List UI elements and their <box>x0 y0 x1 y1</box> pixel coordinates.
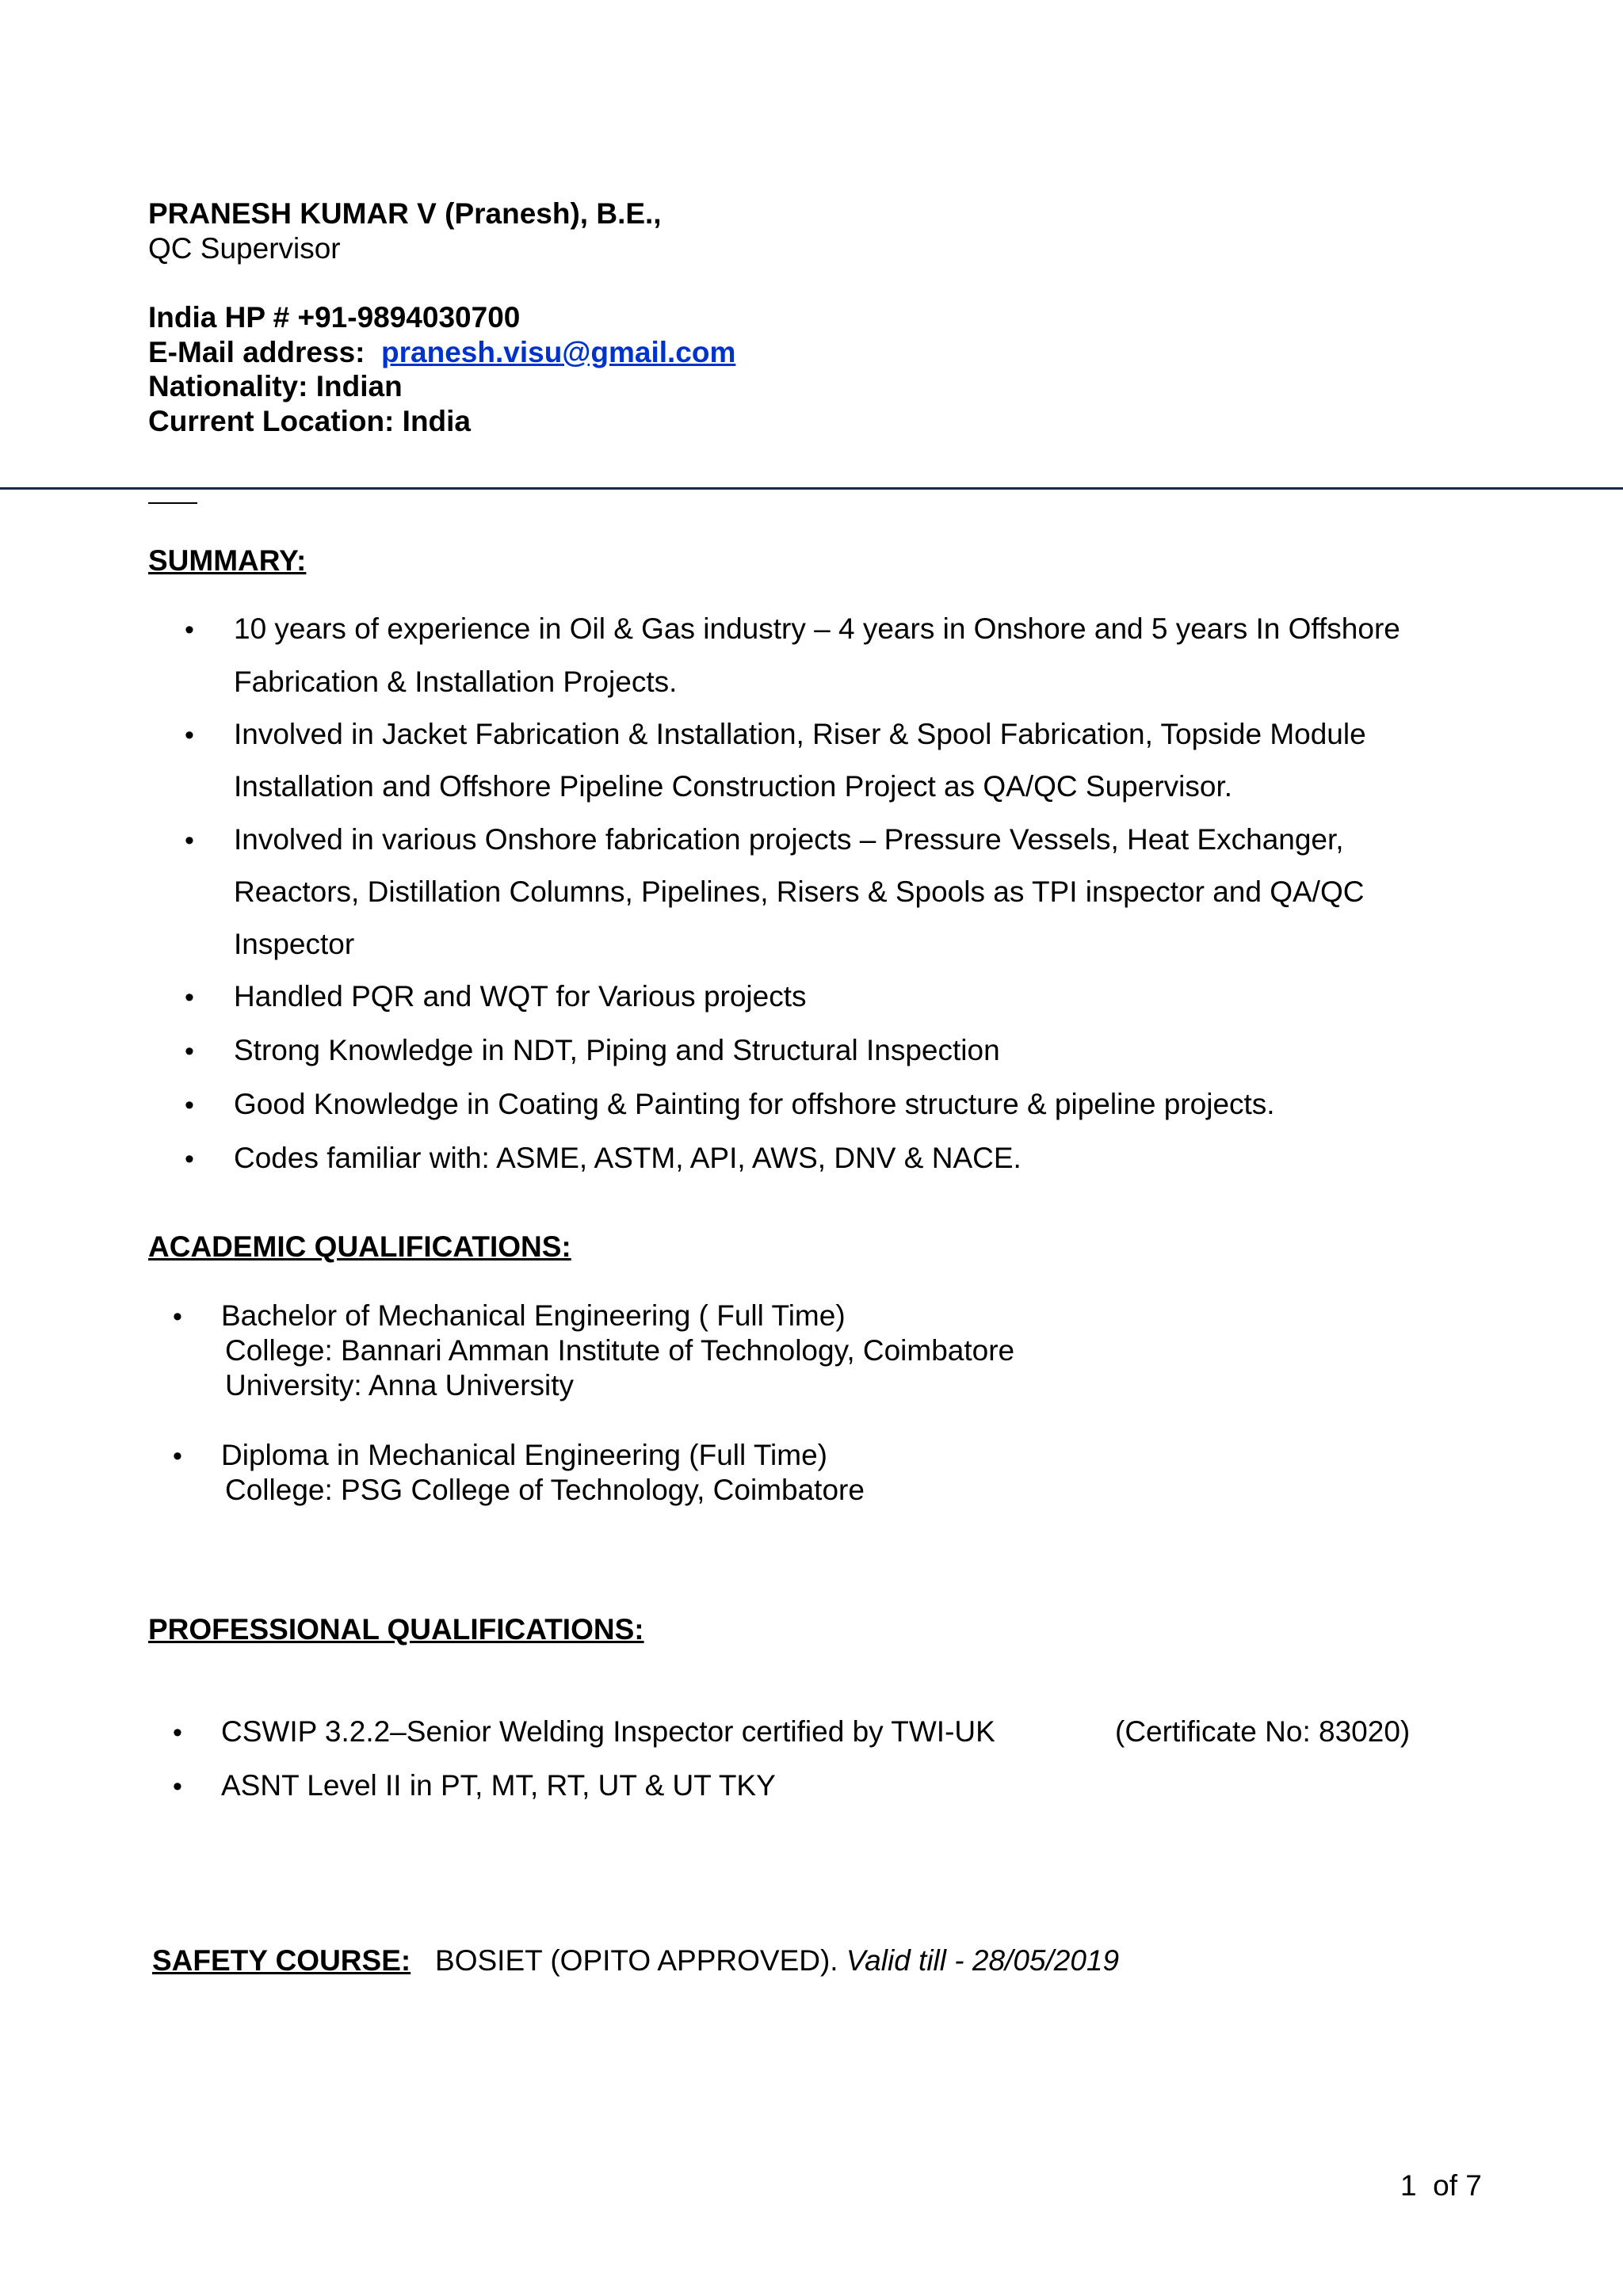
bullet-icon: • <box>185 720 194 750</box>
bullet-icon: • <box>185 615 194 645</box>
header-divider <box>0 487 1623 490</box>
page-current: 1 <box>1400 2169 1417 2202</box>
page-total: of 7 <box>1433 2169 1482 2202</box>
bullet-icon: • <box>173 1718 182 1748</box>
current-location: Current Location: India <box>148 405 471 437</box>
page-number <box>1400 2169 1482 2203</box>
list-item: Involved in Jacket Fabrication & Installation, Riser & Spool Fabrication, Topside Module <box>234 718 1366 750</box>
job-title: QC Supervisor <box>148 232 341 265</box>
professional-heading: PROFESSIONAL QUALIFICATIONS: <box>148 1613 644 1646</box>
certification: ASNT Level II in PT, MT, RT, UT & UT TKY <box>221 1769 776 1802</box>
safety-course-line <box>152 1944 1119 1978</box>
safety-course-validity: Valid till - 28/05/2019 <box>846 1944 1120 1977</box>
bullet-icon: • <box>173 1772 182 1802</box>
email-line <box>148 336 735 369</box>
list-item: Handled PQR and WQT for Various projects <box>234 980 807 1013</box>
bullet-icon: • <box>185 1090 194 1120</box>
bullet-icon: • <box>185 826 194 856</box>
list-item-continued: Inspector <box>234 928 355 960</box>
email-link[interactable]: pranesh.visu@gmail.com <box>381 336 736 368</box>
list-item: Good Knowledge in Coating & Painting for offshore structure & pipeline projects. <box>234 1088 1275 1120</box>
phone-number: India HP # +91-9894030700 <box>148 301 521 334</box>
certificate-number: (Certificate No: 83020) <box>1115 1715 1411 1748</box>
summary-heading: SUMMARY: <box>148 544 307 577</box>
academic-heading: ACADEMIC QUALIFICATIONS: <box>148 1230 571 1263</box>
safety-course-name: BOSIET (OPITO APPROVED). <box>435 1944 838 1977</box>
list-item: Codes familiar with: ASME, ASTM, API, AWS, DNV & NACE. <box>234 1142 1022 1174</box>
email-label: E-Mail address: <box>148 336 365 368</box>
certification: CSWIP 3.2.2–Senior Welding Inspector certified by TWI-UK <box>221 1715 995 1748</box>
college: College: PSG College of Technology, Coimbatore <box>225 1474 865 1506</box>
degree: Bachelor of Mechanical Engineering ( Full Time) <box>221 1299 846 1332</box>
college: College: Bannari Amman Institute of Technology, Coimbatore <box>225 1334 1015 1367</box>
nationality: Nationality: Indian <box>148 370 403 402</box>
bullet-icon: • <box>173 1302 182 1332</box>
list-item-continued: Installation and Offshore Pipeline Construction Project as QA/QC Supervisor. <box>234 770 1233 803</box>
list-item-continued: Fabrication & Installation Projects. <box>234 666 678 698</box>
degree: Diploma in Mechanical Engineering (Full Time) <box>221 1439 827 1471</box>
bullet-icon: • <box>185 1036 194 1066</box>
candidate-name: PRANESH KUMAR V (Pranesh), B.E., <box>148 197 662 230</box>
list-item: Involved in various Onshore fabrication projects – Pressure Vessels, Heat Exchanger, <box>234 823 1344 856</box>
bullet-icon: • <box>185 1144 194 1174</box>
university: University: Anna University <box>225 1369 575 1402</box>
safety-course-label: SAFETY COURSE: <box>152 1944 411 1977</box>
short-divider <box>148 502 197 504</box>
list-item: Strong Knowledge in NDT, Piping and Structural Inspection <box>234 1034 1000 1066</box>
list-item-continued: Reactors, Distillation Columns, Pipelines, Risers & Spools as TPI inspector and QA/QC <box>234 875 1365 908</box>
list-item: 10 years of experience in Oil & Gas industry – 4 years in Onshore and 5 years In Offshore <box>234 612 1400 645</box>
bullet-icon: • <box>185 982 194 1013</box>
bullet-icon: • <box>173 1441 182 1471</box>
